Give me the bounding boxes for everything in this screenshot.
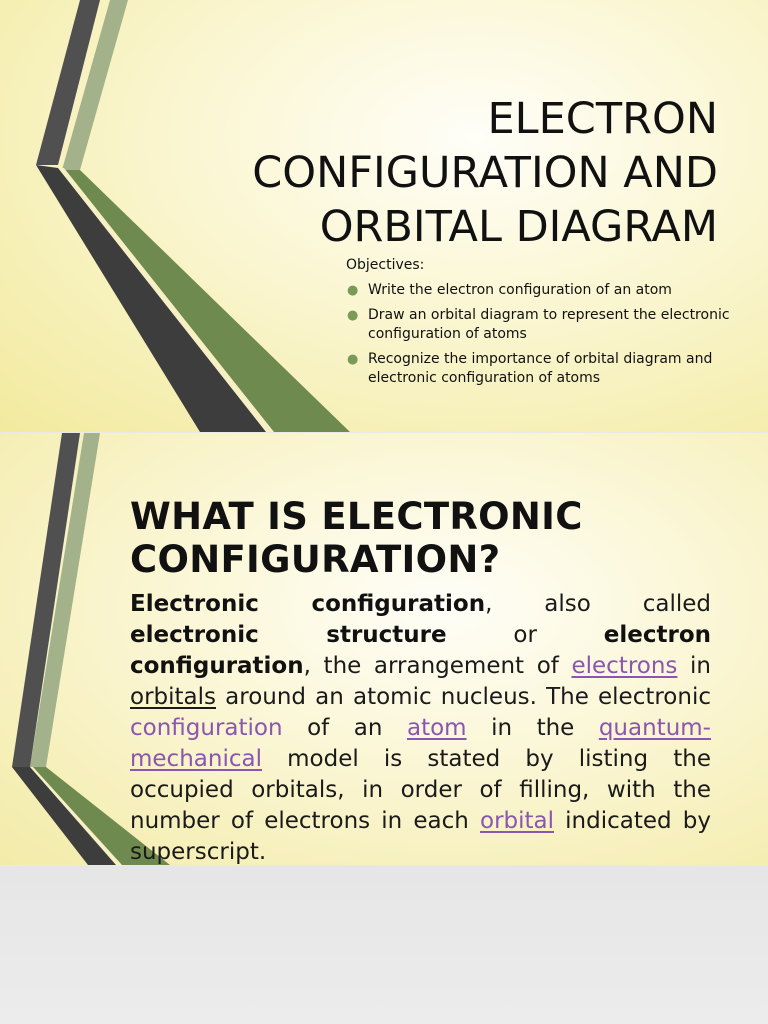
term-bold: Electronic configuration <box>130 591 486 617</box>
bullet-icon: ● <box>347 283 359 298</box>
list-item: ● Draw an orbital diagram to represent the electronic configuration of atoms <box>347 307 730 342</box>
link-electrons[interactable]: electrons <box>571 653 678 679</box>
title-line: ORBITAL DIAGRAM <box>319 202 718 252</box>
slide-heading: WHAT IS ELECTRONIC CONFIGURATION? <box>130 495 583 581</box>
list-item: ● Write the electron configuration of an atom <box>347 282 672 298</box>
link-configuration[interactable]: configuration <box>130 715 283 741</box>
content-slide <box>0 433 768 865</box>
objectives-list <box>346 281 756 394</box>
next-slide-placeholder <box>0 866 768 1024</box>
objectives-heading: Objectives: <box>346 257 425 273</box>
slide-title <box>252 92 718 254</box>
definition-paragraph: Electronic configuration, also called electronic structure or electron configuration, the arrangement of electrons in orbitals around an atomic nucleus. The electronic configuration of an atom in the quantum-mechanical model is stated by listing the occupied orbitals, in order of filling, with the number of electrons in each orbital indicated by superscript. <box>130 591 711 865</box>
title-line: ELECTRON <box>487 94 718 144</box>
link-quantum-mechanical[interactable]: quantum-mechanical <box>130 715 711 772</box>
bullet-icon: ● <box>347 308 359 323</box>
title-line: CONFIGURATION AND <box>252 148 718 198</box>
link-atom[interactable]: atom <box>406 715 467 741</box>
link-orbital[interactable]: orbital <box>480 808 555 834</box>
term-bold: electron configuration <box>130 622 711 679</box>
term-bold: electronic structure <box>130 622 447 648</box>
link-orbitals[interactable]: orbitals <box>130 684 217 710</box>
list-item: ● Recognize the importance of orbital diagram and electronic configuration of atoms <box>347 351 713 386</box>
title-slide <box>0 0 768 432</box>
bullet-icon: ● <box>347 352 359 367</box>
